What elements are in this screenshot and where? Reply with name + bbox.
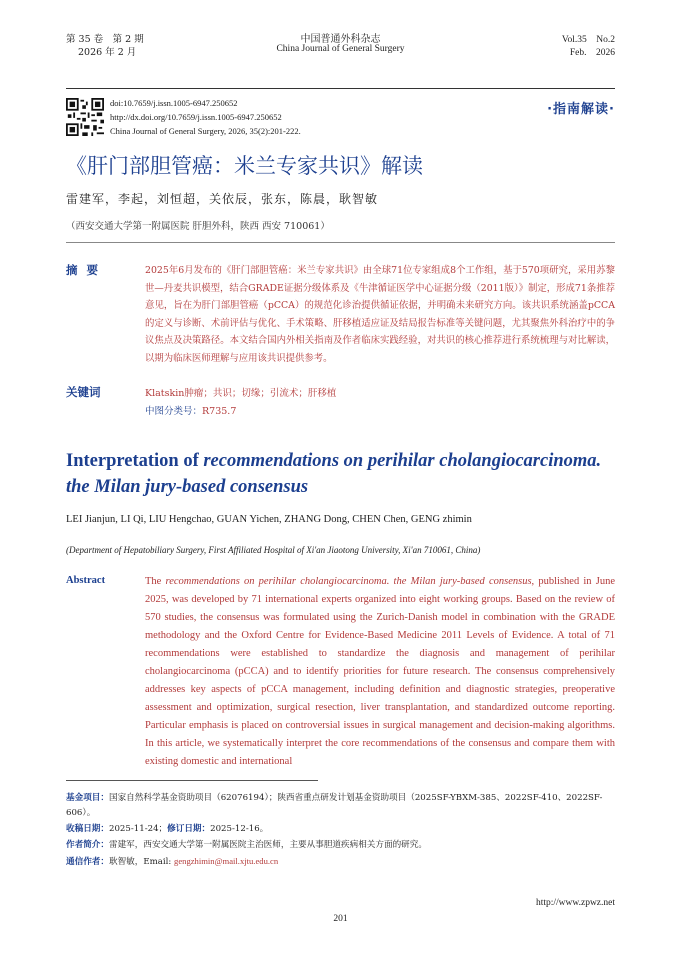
author-bio-label: 作者简介： bbox=[66, 840, 109, 850]
date-en: Feb. 2026 bbox=[569, 48, 615, 58]
footnote-funding bbox=[66, 791, 626, 821]
volume-cn: 第 35 卷 第 2 期 bbox=[66, 34, 144, 45]
received-label: 收稿日期： bbox=[66, 824, 109, 834]
corresponding-label: 通信作者： bbox=[66, 857, 109, 867]
authors-en: LEI Jianjun, LI Qi, LIU Hengchao, GUAN Yichen, ZHANG Dong, CHEN Chen, GENG zhimin bbox=[66, 514, 472, 525]
footnote-rule bbox=[66, 780, 318, 781]
abstract-en-pre: The bbox=[145, 576, 166, 587]
header-rule bbox=[66, 88, 615, 89]
corresponding-author: 耿智敏，Email: bbox=[108, 857, 175, 867]
author-bio-text: 雷建军，西安交通大学第一附属医院主治医师，主要从事胆道疾病相关方面的研究。 bbox=[108, 840, 427, 850]
running-header bbox=[66, 30, 615, 86]
volume-en: Vol.35 No.2 bbox=[561, 35, 615, 45]
keywords-label-cn: 关键词 bbox=[66, 385, 101, 399]
section-tag: ·指南解读· bbox=[547, 102, 615, 117]
abstract-en-italic: recommendations on perihilar cholangiocarcinoma. the Milan jury-based consensus bbox=[165, 576, 532, 587]
abstract-cn: 2025年6月发布的《肝门部胆管癌：米兰专家共识》由全球71位专家组成8个工作组，基于570项研究，采用苏黎世—丹麦共识模型，结合GRADE证据分级体系及《牛津循证医学中心证据分级（2011版）》制定，形成71条推荐意见，旨在为肝门部胆管癌（pCCA）的规范化诊治提供循证依据，并明确未来研究方向。该共识系统涵盖pCCA的定义与诊断、术前评估与优化、手术策略、肝移植适应证及结局报告标准等关键问题，尤其聚焦外科治疗中的争议焦点及决策路径。本文结合国内外相关指南及作者临床实践经验，对共识的核心推荐进行系统梳理与对比解读，以期为临床医师理解与应用该共识提供参考。 bbox=[145, 265, 615, 364]
section-rule bbox=[66, 242, 615, 243]
funding-text: 国家自然科学基金资助项目（62076194）；陕西省重点研发计划基金资助项目（2025SF-YBXM-385、2022SF-410、2022SF-606）。 bbox=[66, 793, 603, 818]
received-date: 2025-11-24； bbox=[108, 824, 168, 834]
revised-label: 修订日期： bbox=[167, 824, 211, 834]
title-en bbox=[66, 448, 626, 500]
keywords-cn: Klatskin肿瘤；共识；切缘；引流术；肝移植 bbox=[145, 388, 337, 399]
doi: doi:10.7659/j.issn.1005-6947.250652 bbox=[110, 98, 238, 108]
qr-code-icon bbox=[66, 98, 104, 136]
clc-value: R735.7 bbox=[202, 406, 237, 417]
citation: China Journal of General Surgery, 2026, 35(2):201-222. bbox=[110, 126, 301, 136]
abstract-label-en: Abstract bbox=[66, 575, 106, 586]
abstract-en bbox=[145, 573, 615, 773]
page-number: 201 bbox=[333, 914, 348, 924]
doi-link[interactable]: http://dx.doi.org/10.7659/j.issn.1005-6947.250652 bbox=[110, 112, 282, 122]
clc-number bbox=[145, 403, 236, 417]
title-en-prefix: Interpretation of bbox=[66, 451, 204, 471]
corresponding-email[interactable]: gengzhimin@mail.xjtu.edu.cn bbox=[174, 856, 279, 866]
journal-url[interactable]: http://www.zpwz.net bbox=[535, 898, 615, 908]
footnote-author-bio bbox=[66, 838, 626, 853]
clc-label: 中图分类号： bbox=[145, 406, 203, 417]
journal-title-cn: 中国普通外科杂志 bbox=[300, 34, 381, 45]
title-en-italic: recommendations on perihilar cholangiocarcinoma. the Milan jury-based consensus bbox=[66, 451, 602, 497]
journal-title-en: China Journal of General Surgery bbox=[276, 44, 405, 54]
funding-label: 基金项目： bbox=[66, 793, 109, 803]
authors-cn: 雷建军，李起，刘恒超，关依辰，张东，陈晨，耿智敏 bbox=[66, 192, 379, 206]
footnote-dates bbox=[66, 822, 626, 837]
title-cn: 《肝门部胆管癌：米兰专家共识》解读 bbox=[66, 154, 423, 178]
footnote-correspondence bbox=[66, 854, 626, 870]
date-cn: 2026 年 2 月 bbox=[78, 47, 137, 58]
affiliation-cn: （西安交通大学第一附属医院 肝胆外科，陕西 西安 710061） bbox=[66, 221, 330, 232]
revised-date: 2025-12-16。 bbox=[210, 824, 269, 834]
affiliation-en: (Department of Hepatobiliary Surgery, First Affiliated Hospital of Xi'an Jiaotong University, Xi'an 710061, China) bbox=[66, 545, 481, 555]
abstract-en-body: , published in June 2025, was developed by 71 international experts organized into eight working groups. Based on the review of 570 studies, the consensus was formulated using the Zurich-Danish model in combination with the GRADE methodology and the Oxford Centre for Evidence-Based Medicine 2011 Levels of Evidence. A total of 71 recommendations were established to standardize the diagnosis and management of perihilar cholangiocarcinoma (pCCA) and to identify priorities for future research. The consensus comprehensively addresses key aspects of pCCA management, including definition and diagnostic strategies, preoperative assessment and optimization, surgical resection, liver transplantation, and standardized outcome reporting. Particular emphasis is placed on controversial issues in surgical management and decision-making algorithms. In this article, we systematically interpret the core recommendations of the consensus and compare them with existing domestic and international bbox=[145, 576, 615, 767]
abstract-label-cn: 摘要 bbox=[66, 263, 107, 277]
